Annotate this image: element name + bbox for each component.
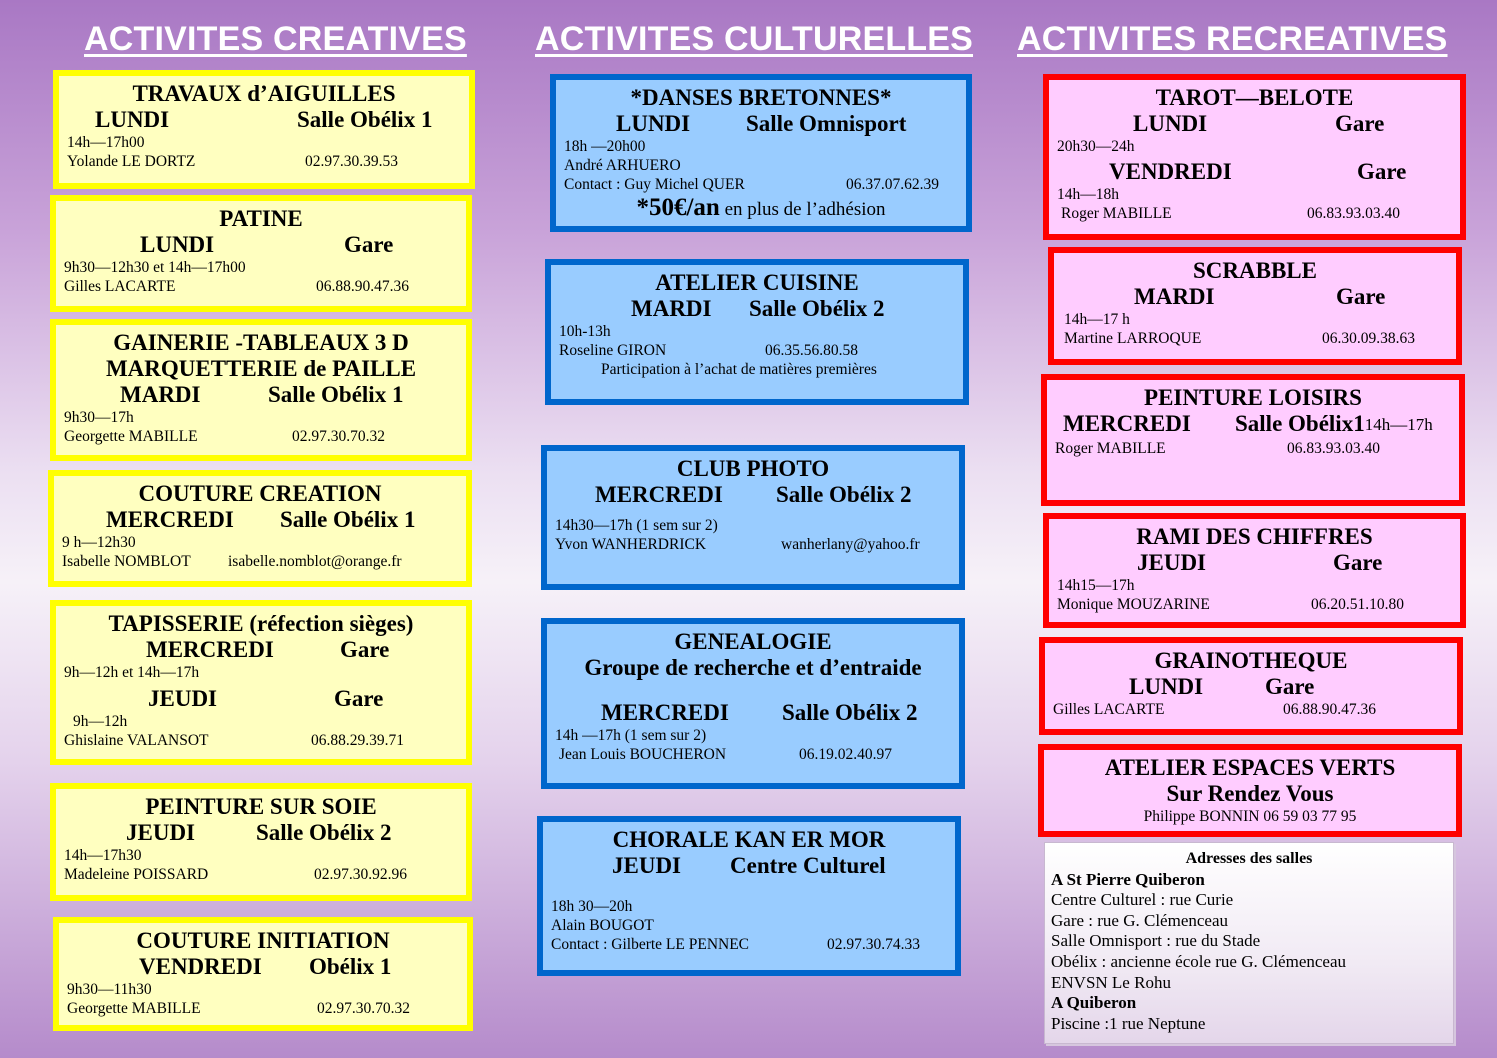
card-day: MERCREDI bbox=[146, 637, 274, 662]
card-time: 9 h—12h30 bbox=[62, 534, 136, 551]
card-person: Alain BOUGOT bbox=[551, 917, 654, 934]
address-line: ENVSN Le Rohu bbox=[1051, 972, 1171, 992]
card-title: TAPISSERIE (réfection sièges) bbox=[108, 611, 414, 636]
card-place-2: Gare bbox=[334, 686, 384, 711]
card-contact: Isabelle NOMBLOT bbox=[62, 553, 191, 570]
card-subtitle: Sur Rendez Vous bbox=[1166, 781, 1334, 806]
heading-culturelles: ACTIVITES CULTURELLES bbox=[535, 20, 974, 58]
card-contact: Contact : Gilberte LE PENNEC bbox=[551, 936, 750, 953]
card-time-2: 14h—18h bbox=[1057, 186, 1119, 203]
card-day: LUNDI bbox=[1133, 111, 1208, 136]
card-email: wanherlany@yahoo.fr bbox=[781, 536, 920, 553]
card-day: MARDI bbox=[1134, 284, 1215, 309]
card-phone: 06.19.02.40.97 bbox=[799, 746, 892, 763]
card-place: Salle Obélix1 bbox=[1235, 411, 1365, 436]
card-time: 14h—17h30 bbox=[64, 847, 142, 864]
card-title: CLUB PHOTO bbox=[676, 456, 830, 481]
heading-recreatives: ACTIVITES RECREATIVES bbox=[1017, 20, 1448, 58]
card-time: 10h-13h bbox=[559, 323, 611, 340]
card-day: MARDI bbox=[631, 296, 712, 321]
card-price-note: en plus de l’adhésion bbox=[719, 199, 886, 220]
card-day: VENDREDI bbox=[139, 954, 262, 979]
card-price: *50€/an bbox=[636, 194, 720, 221]
card-couture-creation bbox=[48, 470, 472, 587]
card-contact: Madeleine POISSARD bbox=[64, 866, 209, 883]
addresses-st-pierre: A St Pierre Quiberon bbox=[1051, 869, 1205, 889]
card-contact: Roger MABILLE bbox=[1055, 440, 1166, 457]
card-phone: 06.35.56.80.58 bbox=[765, 342, 858, 359]
card-danses-bretonnes bbox=[550, 74, 972, 232]
card-title-2: MARQUETTERIE de PAILLE bbox=[105, 356, 417, 381]
card-day: LUNDI bbox=[1129, 674, 1204, 699]
card-place: Salle Obélix 1 bbox=[268, 382, 404, 407]
card-time: 9h30—12h30 et 14h—17h00 bbox=[64, 259, 246, 276]
card-day: MERCREDI bbox=[601, 700, 729, 725]
card-couture-initiation bbox=[53, 917, 473, 1031]
card-contact: Roseline GIRON bbox=[559, 342, 667, 359]
card-contact: Gilles LACARTE bbox=[64, 278, 176, 295]
card-day: LUNDI bbox=[140, 232, 215, 257]
card-time: 9h30—11h30 bbox=[67, 981, 152, 998]
card-day: JEUDI bbox=[612, 853, 682, 878]
card-time: 14h—17 h bbox=[1064, 311, 1130, 328]
card-day: MERCREDI bbox=[1063, 411, 1191, 436]
card-patine bbox=[50, 195, 472, 312]
card-title: TAROT—BELOTE bbox=[1155, 85, 1354, 110]
card-day: MERCREDI bbox=[595, 482, 723, 507]
card-time: 9h—12h et 14h—17h bbox=[64, 664, 200, 681]
card-place: Centre Culturel bbox=[730, 853, 886, 878]
card-day: MERCREDI bbox=[106, 507, 234, 532]
card-place-2: Gare bbox=[1357, 159, 1407, 184]
card-day: MARDI bbox=[120, 382, 201, 407]
card-phone: 02.97.30.39.53 bbox=[305, 153, 398, 170]
card-title: TRAVAUX d’AIGUILLES bbox=[132, 81, 396, 106]
card-day-2: VENDREDI bbox=[1109, 159, 1232, 184]
card-phone: 06.30.09.38.63 bbox=[1322, 330, 1415, 347]
card-gainerie bbox=[50, 319, 472, 461]
card-time: 14h—17h bbox=[1364, 415, 1433, 434]
card-club-photo bbox=[541, 445, 965, 590]
card-phone: 02.97.30.70.32 bbox=[317, 1000, 410, 1017]
card-contact: Yolande LE DORTZ bbox=[67, 153, 196, 170]
card-tarot-belote bbox=[1043, 74, 1466, 240]
card-place: Salle Obélix 2 bbox=[782, 700, 918, 725]
address-line: Gare : rue G. Clémenceau bbox=[1051, 910, 1228, 930]
addresses-quiberon: A Quiberon bbox=[1051, 993, 1137, 1013]
card-contact: Contact : Guy Michel QUER bbox=[564, 176, 745, 193]
card-contact: Yvon WANHERDRICK bbox=[555, 536, 707, 553]
card-tapisserie bbox=[50, 600, 472, 765]
card-genealogie bbox=[541, 618, 965, 789]
card-contact: Monique MOUZARINE bbox=[1057, 596, 1210, 613]
card-scrabble bbox=[1048, 247, 1462, 365]
card-time: 14h—17h00 bbox=[67, 134, 145, 151]
card-grainotheque bbox=[1039, 637, 1463, 735]
card-place: Salle Omnisport bbox=[746, 111, 907, 136]
card-place: Gare bbox=[1333, 550, 1383, 575]
card-title: ATELIER ESPACES VERTS bbox=[1104, 755, 1396, 780]
card-place: Gare bbox=[344, 232, 394, 257]
card-place: Salle Obélix 1 bbox=[280, 507, 416, 532]
card-title: PEINTURE LOISIRS bbox=[1144, 385, 1362, 410]
addresses-box bbox=[1044, 842, 1454, 1044]
card-contact: Georgette MABILLE bbox=[67, 1000, 201, 1017]
card-contact: Georgette MABILLE bbox=[64, 428, 198, 445]
card-title: *DANSES BRETONNES* bbox=[630, 85, 892, 110]
card-time: 14h30—17h (1 sem sur 2) bbox=[555, 517, 718, 534]
addresses-title: Adresses des salles bbox=[1185, 850, 1313, 867]
heading-creatives: ACTIVITES CREATIVES bbox=[84, 20, 467, 58]
card-phone: 02.97.30.74.33 bbox=[827, 936, 920, 953]
card-place: Gare bbox=[1265, 674, 1315, 699]
address-line: Piscine :1 rue Neptune bbox=[1051, 1013, 1206, 1033]
card-phone: 06.88.29.39.71 bbox=[311, 732, 404, 749]
card-phone: 06.88.90.47.36 bbox=[1283, 701, 1376, 718]
card-title: CHORALE KAN ER MOR bbox=[612, 827, 886, 852]
card-email: isabelle.nomblot@orange.fr bbox=[228, 553, 402, 570]
card-title: GRAINOTHEQUE bbox=[1154, 648, 1348, 673]
card-day: JEUDI bbox=[1137, 550, 1207, 575]
card-phone: 02.97.30.92.96 bbox=[314, 866, 407, 883]
card-title: COUTURE INITIATION bbox=[136, 928, 390, 953]
card-title: GAINERIE -TABLEAUX 3 D bbox=[113, 330, 409, 355]
card-title: PATINE bbox=[219, 206, 303, 231]
card-place: Salle Obélix 1 bbox=[297, 107, 433, 132]
card-day-2: JEUDI bbox=[148, 686, 218, 711]
card-title: PEINTURE SUR SOIE bbox=[145, 794, 377, 819]
card-time: 9h30—17h bbox=[64, 409, 134, 426]
card-contact: Ghislaine VALANSOT bbox=[64, 732, 209, 749]
card-atelier-cuisine bbox=[545, 259, 969, 405]
card-day: LUNDI bbox=[616, 111, 691, 136]
card-contact: Roger MABILLE bbox=[1061, 205, 1172, 222]
card-time: 18h 30—20h bbox=[551, 898, 633, 915]
card-title: GENEALOGIE bbox=[674, 629, 832, 654]
card-place: Obélix 1 bbox=[309, 954, 392, 979]
card-place: Salle Obélix 2 bbox=[749, 296, 885, 321]
card-chorale bbox=[537, 816, 961, 976]
card-note: Participation à l’achat de matières premières bbox=[601, 361, 877, 378]
card-espaces-verts bbox=[1038, 744, 1462, 837]
card-contact: Jean Louis BOUCHERON bbox=[559, 746, 727, 763]
card-place: Gare bbox=[1336, 284, 1386, 309]
card-title: RAMI DES CHIFFRES bbox=[1136, 524, 1373, 549]
card-place: Gare bbox=[1335, 111, 1385, 136]
card-rami-chiffres bbox=[1043, 513, 1466, 628]
card-travaux-aiguilles bbox=[53, 70, 475, 189]
card-person: André ARHUERO bbox=[564, 157, 681, 174]
card-place: Salle Obélix 2 bbox=[776, 482, 912, 507]
address-line: Centre Culturel : rue Curie bbox=[1051, 890, 1234, 910]
address-line: Salle Omnisport : rue du Stade bbox=[1051, 931, 1261, 951]
card-time: 14h15—17h bbox=[1057, 577, 1135, 594]
card-time: 20h30—24h bbox=[1057, 138, 1135, 155]
card-title: ATELIER CUISINE bbox=[655, 270, 859, 295]
card-peinture-soie bbox=[50, 783, 472, 901]
card-phone: 06.88.90.47.36 bbox=[316, 278, 409, 295]
card-title: COUTURE CREATION bbox=[138, 481, 382, 506]
card-day: JEUDI bbox=[126, 820, 196, 845]
card-title: SCRABBLE bbox=[1193, 258, 1317, 283]
card-subtitle: Groupe de recherche et d’entraide bbox=[584, 655, 922, 680]
card-day: LUNDI bbox=[95, 107, 170, 132]
card-phone: 06.83.93.03.40 bbox=[1287, 440, 1380, 457]
card-time-2: 9h—12h bbox=[73, 713, 128, 730]
card-phone: 06.37.07.62.39 bbox=[846, 176, 939, 193]
card-time: 18h —20h00 bbox=[564, 138, 646, 155]
card-contact: Gilles LACARTE bbox=[1053, 701, 1165, 718]
card-peinture-loisirs bbox=[1041, 374, 1465, 506]
card-place: Salle Obélix 2 bbox=[256, 820, 392, 845]
card-contact: Martine LARROQUE bbox=[1064, 330, 1202, 347]
card-phone: 06.83.93.03.40 bbox=[1307, 205, 1400, 222]
card-time: 14h —17h (1 sem sur 2) bbox=[555, 727, 707, 744]
card-phone: 02.97.30.70.32 bbox=[292, 428, 385, 445]
card-place: Gare bbox=[340, 637, 390, 662]
address-line: Obélix : ancienne école rue G. Clémenceau bbox=[1051, 951, 1347, 971]
card-phone: 06.20.51.10.80 bbox=[1311, 596, 1404, 613]
card-contact: Philippe BONNIN 06 59 03 77 95 bbox=[1143, 808, 1357, 825]
